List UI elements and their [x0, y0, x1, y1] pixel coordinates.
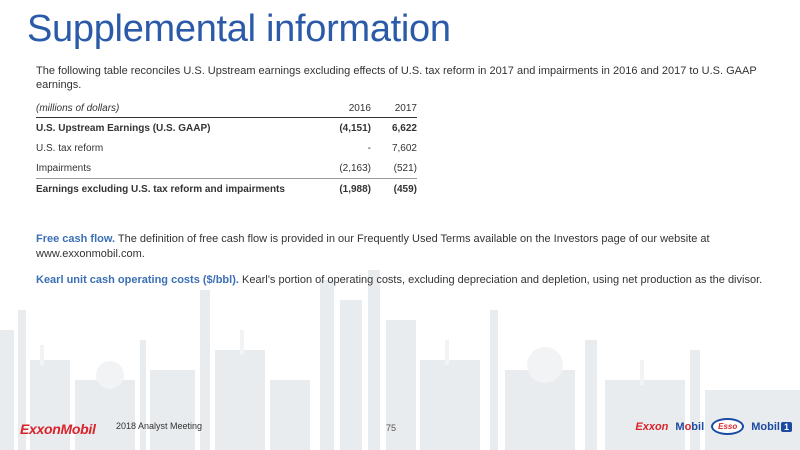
value-2016: (2,163) — [339, 162, 371, 174]
row-label: U.S. Upstream Earnings (U.S. GAAP) — [36, 122, 211, 134]
row-label: Impairments — [36, 162, 92, 174]
value-2016: (1,988) — [325, 179, 371, 200]
table-row — [36, 138, 417, 158]
value-2017: (459) — [371, 179, 417, 200]
header-year-2016: 2016 — [325, 101, 371, 118]
value-2017: (521) — [393, 162, 417, 174]
definition-free-cash-flow — [36, 232, 776, 262]
page-number: 75 — [386, 423, 397, 433]
definition-text: The definition of free cash flow is provided in our Frequently Used Terms available on the Investors page of our website at www.exxonmobil.com. — [36, 233, 710, 260]
row-label: Earnings excluding U.S. tax reform and impairments — [36, 179, 325, 200]
mobil1-logo: Mobil 1 — [751, 421, 792, 433]
unit-label: (millions of dollars) — [36, 101, 325, 118]
reconciliation-table — [36, 101, 417, 199]
exxon-logo: Exxon — [635, 420, 669, 433]
table-row — [36, 158, 417, 179]
esso-logo: Esso — [711, 418, 744, 435]
value-2016: (4,151) — [339, 122, 371, 134]
row-label: U.S. tax reform — [36, 142, 104, 154]
table-row-total — [36, 179, 417, 200]
definition-kearl-costs — [36, 273, 776, 288]
value-2017: 7,602 — [391, 142, 417, 154]
value-2017: 6,622 — [391, 122, 417, 134]
definition-text: Kearl’s portion of operating costs, excluding depreciation and depletion, using net production as the divisor. — [238, 274, 763, 286]
meeting-label: 2018 Analyst Meeting — [116, 421, 203, 431]
intro-paragraph: The following table reconciles U.S. Upstream earnings excluding effects of U.S. tax reform in 2017 and impairments in 2016 and 2017 to U.S. GAAP earnings. — [36, 65, 757, 91]
table-row — [36, 118, 417, 139]
page-title: Supplemental information — [27, 8, 451, 50]
header-year-2017: 2017 — [371, 101, 417, 118]
table-header-row — [36, 101, 417, 118]
value-2016: - — [367, 142, 371, 154]
definition-term: Free cash flow. — [36, 233, 116, 245]
exxonmobil-logo: ExxonMobil — [20, 421, 96, 437]
definition-term: Kearl unit cash operating costs ($/bbl). — [36, 274, 239, 286]
mobil-logo: Mobil — [675, 420, 705, 433]
brand-logos — [635, 418, 792, 435]
